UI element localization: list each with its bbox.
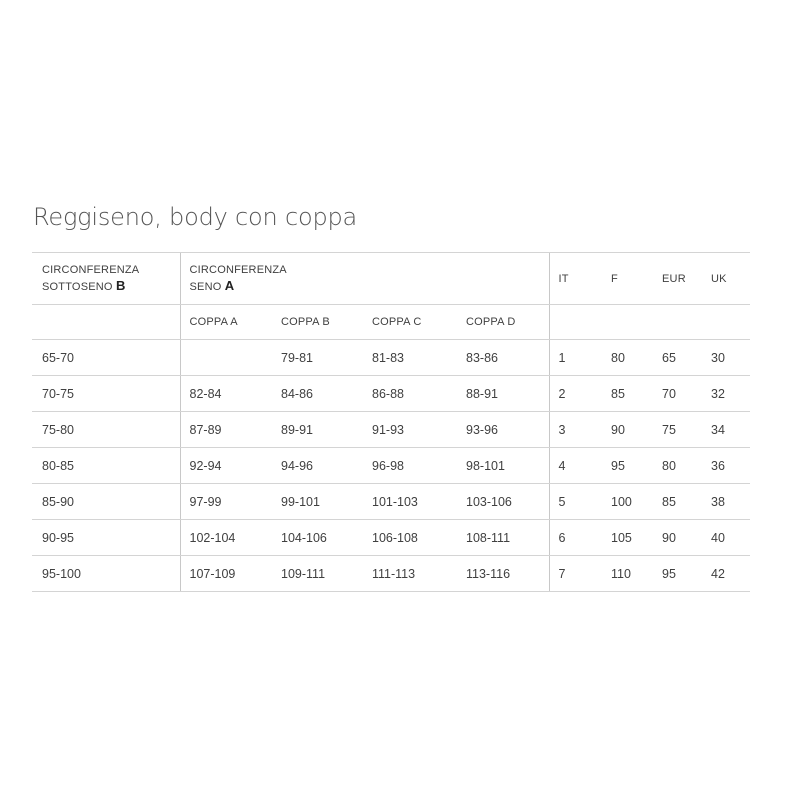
cup-c-cell: 86-88 [363,376,457,412]
bust-header [180,253,549,305]
table-row [32,484,750,520]
uk-size-cell: 34 [700,412,750,448]
underbust-header-line2: SOTTOSENO [42,281,113,293]
cup-d-cell: 103-106 [457,484,549,520]
underbust-cell: 80-85 [32,448,180,484]
cup-a-cell: 82-84 [180,376,272,412]
underbust-header-line1: CIRCONFERENZA [42,264,140,276]
cup-a-cell: 102-104 [180,520,272,556]
cup-d-cell: 113-116 [457,556,549,592]
it-size-cell: 4 [549,448,600,484]
cup-d-cell: 88-91 [457,376,549,412]
cup-d-cell: 98-101 [457,448,549,484]
cup-d-cell: 93-96 [457,412,549,448]
uk-size-cell: 36 [700,448,750,484]
cup-header-row [32,305,750,340]
cup-d-header: COPPA D [457,305,549,340]
it-size-cell: 1 [549,340,600,376]
table-row [32,412,750,448]
table-row [32,520,750,556]
cup-b-cell: 99-101 [272,484,363,520]
cup-d-cell: 83-86 [457,340,549,376]
underbust-header [32,253,180,305]
bust-header-line1: CIRCONFERENZA [189,264,287,276]
f-header: F [600,253,651,305]
underbust-cell: 90-95 [32,520,180,556]
cup-c-cell: 106-108 [363,520,457,556]
bust-letter: A [224,278,235,293]
underbust-letter: B [115,278,126,293]
table-row [32,556,750,592]
cup-d-cell: 108-111 [457,520,549,556]
f-size-cell: 95 [600,448,651,484]
it-size-cell: 3 [549,412,600,448]
uk-size-cell: 38 [700,484,750,520]
it-size-cell: 2 [549,376,600,412]
uk-size-cell: 30 [700,340,750,376]
cup-a-cell: 87-89 [180,412,272,448]
cup-a-cell: 107-109 [180,556,272,592]
cup-c-cell: 111-113 [363,556,457,592]
size-table [32,252,750,592]
cup-b-cell: 89-91 [272,412,363,448]
f-size-cell: 85 [600,376,651,412]
eur-size-cell: 70 [651,376,700,412]
uk-size-cell: 40 [700,520,750,556]
it-size-cell: 5 [549,484,600,520]
cup-b-cell: 79-81 [272,340,363,376]
f-size-cell: 90 [600,412,651,448]
eur-size-cell: 75 [651,412,700,448]
cup-header-empty [32,305,180,340]
cup-b-cell: 84-86 [272,376,363,412]
f-size-cell: 80 [600,340,651,376]
it-sub-empty [549,305,600,340]
f-sub-empty [600,305,651,340]
cup-c-cell: 96-98 [363,448,457,484]
it-size-cell: 7 [549,556,600,592]
it-header: IT [549,253,600,305]
uk-size-cell: 32 [700,376,750,412]
cup-a-header: COPPA A [180,305,272,340]
page-title: Reggiseno, body con coppa [33,203,358,231]
cup-a-cell: 92-94 [180,448,272,484]
underbust-cell: 85-90 [32,484,180,520]
eur-header: EUR [651,253,700,305]
cup-a-cell: 97-99 [180,484,272,520]
it-size-cell: 6 [549,520,600,556]
cup-b-cell: 94-96 [272,448,363,484]
cup-c-header: COPPA C [363,305,457,340]
cup-c-cell: 91-93 [363,412,457,448]
cup-b-header: COPPA B [272,305,363,340]
cup-b-cell: 109-111 [272,556,363,592]
uk-size-cell: 42 [700,556,750,592]
eur-size-cell: 80 [651,448,700,484]
table-row [32,340,750,376]
underbust-cell: 75-80 [32,412,180,448]
table-header-row [32,253,750,305]
table-row [32,448,750,484]
table-row [32,376,750,412]
eur-sub-empty [651,305,700,340]
cup-c-cell: 81-83 [363,340,457,376]
f-size-cell: 100 [600,484,651,520]
underbust-header-line2-wrap [42,278,180,295]
eur-size-cell: 85 [651,484,700,520]
underbust-cell: 95-100 [32,556,180,592]
underbust-cell: 65-70 [32,340,180,376]
uk-sub-empty [700,305,750,340]
underbust-cell: 70-75 [32,376,180,412]
f-size-cell: 110 [600,556,651,592]
eur-size-cell: 95 [651,556,700,592]
eur-size-cell: 65 [651,340,700,376]
cup-b-cell: 104-106 [272,520,363,556]
uk-header: UK [700,253,750,305]
cup-a-cell [180,340,272,376]
cup-c-cell: 101-103 [363,484,457,520]
f-size-cell: 105 [600,520,651,556]
bust-header-line2-wrap [190,278,549,295]
bust-header-line2: SENO [189,281,222,293]
eur-size-cell: 90 [651,520,700,556]
